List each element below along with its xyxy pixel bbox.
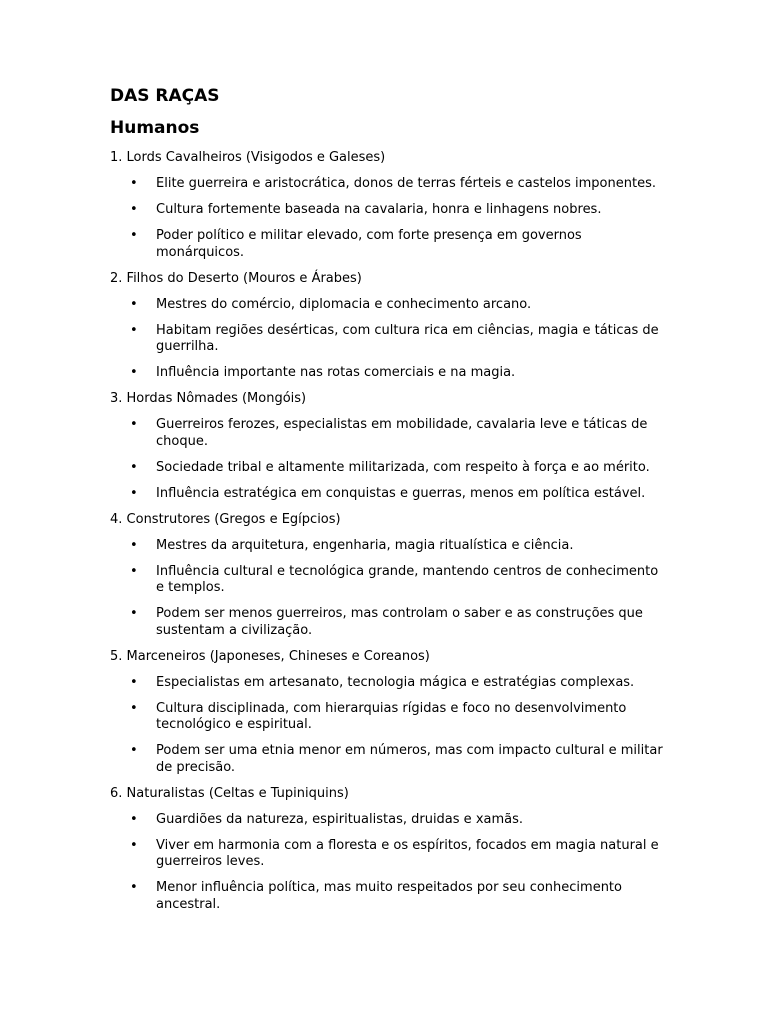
list-item bbox=[110, 564, 670, 597]
list-item-text: Influência cultural e tecnológica grande, mantendo centros de conhecimento e templos. bbox=[156, 563, 659, 595]
bullet-icon: • bbox=[130, 485, 138, 501]
bullet-list bbox=[110, 812, 670, 914]
list-item bbox=[110, 365, 670, 382]
bullet-list bbox=[110, 176, 670, 261]
list-item bbox=[110, 460, 670, 477]
list-item-text: Guardiões da natureza, espiritualistas, druidas e xamãs. bbox=[156, 811, 524, 827]
bullet-icon: • bbox=[130, 880, 138, 895]
list-item bbox=[110, 743, 670, 776]
bullet-icon: • bbox=[130, 296, 138, 312]
section-heading: 3. Hordas Nômades (Mongóis) bbox=[110, 391, 307, 406]
section-marceneiros bbox=[110, 649, 670, 777]
list-item bbox=[110, 486, 670, 503]
section-heading: 6. Naturalistas (Celtas e Tupiniquins) bbox=[110, 785, 349, 801]
document-content bbox=[110, 150, 670, 923]
list-item bbox=[110, 417, 670, 450]
list-item-text: Menor influência política, mas muito respeitados por seu conhecimento ancestral. bbox=[156, 880, 622, 912]
document-title: DAS RAÇAS bbox=[110, 86, 220, 106]
list-item-text: Especialistas em artesanato, tecnologia mágica e estratégias complexas. bbox=[156, 674, 635, 690]
list-item-text: Podem ser uma etnia menor em números, mas com impacto cultural e militar de precisão. bbox=[156, 743, 663, 775]
list-item-text: Influência estratégica em conquistas e guerras, menos em política estável. bbox=[156, 485, 646, 501]
bullet-icon: • bbox=[130, 228, 138, 243]
section-hordas-nomades bbox=[110, 391, 670, 502]
list-item-text: Influência importante nas rotas comerciais e na magia. bbox=[156, 365, 516, 380]
section-heading: 4. Construtores (Gregos e Egípcios) bbox=[110, 511, 341, 527]
list-item-text: Mestres da arquitetura, engenharia, magia ritualística e ciência. bbox=[156, 537, 574, 553]
bullet-icon: • bbox=[130, 365, 138, 380]
list-item-text: Cultura fortemente baseada na cavalaria, honra e linhagens nobres. bbox=[156, 202, 602, 217]
bullet-list bbox=[110, 297, 670, 382]
list-item-text: Poder político e militar elevado, com forte presença em governos monárquicos. bbox=[156, 228, 582, 260]
bullet-icon: • bbox=[130, 700, 138, 716]
document-subtitle: Humanos bbox=[110, 118, 200, 138]
list-item-text: Habitam regiões desérticas, com cultura rica em ciências, magia e táticas de guerrilha. bbox=[156, 322, 659, 354]
bullet-icon: • bbox=[130, 837, 138, 853]
section-construtores bbox=[110, 512, 670, 640]
section-heading: 1. Lords Cavalheiros (Visigodos e Galeses) bbox=[110, 150, 386, 165]
bullet-icon: • bbox=[130, 563, 138, 579]
bullet-icon: • bbox=[130, 417, 138, 432]
list-item-text: Mestres do comércio, diplomacia e conhecimento arcano. bbox=[156, 296, 532, 312]
bullet-icon: • bbox=[130, 674, 138, 690]
list-item-text: Cultura disciplinada, com hierarquias rígidas e foco no desenvolvimento tecnológico e espiritual. bbox=[156, 700, 627, 732]
list-item bbox=[110, 297, 670, 314]
bullet-icon: • bbox=[130, 322, 138, 338]
bullet-icon: • bbox=[130, 202, 138, 217]
section-lords-cavalheiros bbox=[110, 150, 670, 261]
list-item bbox=[110, 323, 670, 356]
list-item bbox=[110, 812, 670, 829]
bullet-icon: • bbox=[130, 606, 138, 621]
bullet-list bbox=[110, 538, 670, 640]
section-heading: 5. Marceneiros (Japoneses, Chineses e Coreanos) bbox=[110, 648, 430, 664]
bullet-list bbox=[110, 675, 670, 777]
list-item-text: Viver em harmonia com a floresta e os espíritos, focados em magia natural e guerreiros leves. bbox=[156, 837, 659, 869]
bullet-icon: • bbox=[130, 176, 138, 191]
list-item bbox=[110, 880, 670, 913]
list-item-text: Sociedade tribal e altamente militarizada, com respeito à força e ao mérito. bbox=[156, 459, 650, 475]
list-item bbox=[110, 606, 670, 639]
list-item-text: Elite guerreira e aristocrática, donos de terras férteis e castelos imponentes. bbox=[156, 176, 656, 191]
list-item bbox=[110, 228, 670, 261]
list-item bbox=[110, 838, 670, 871]
list-item bbox=[110, 675, 670, 692]
list-item bbox=[110, 701, 670, 734]
bullet-icon: • bbox=[130, 459, 138, 475]
list-item bbox=[110, 538, 670, 555]
section-naturalistas bbox=[110, 786, 670, 914]
list-item-text: Podem ser menos guerreiros, mas controlam o saber e as construções que sustentam a civilização. bbox=[156, 606, 643, 638]
bullet-list bbox=[110, 417, 670, 502]
section-filhos-do-deserto bbox=[110, 271, 670, 382]
bullet-icon: • bbox=[130, 537, 138, 553]
bullet-icon: • bbox=[130, 811, 138, 827]
list-item bbox=[110, 176, 670, 193]
list-item-text: Guerreiros ferozes, especialistas em mobilidade, cavalaria leve e táticas de choque. bbox=[156, 417, 648, 449]
list-item bbox=[110, 202, 670, 219]
section-heading: 2. Filhos do Deserto (Mouros e Árabes) bbox=[110, 270, 362, 286]
bullet-icon: • bbox=[130, 743, 138, 758]
